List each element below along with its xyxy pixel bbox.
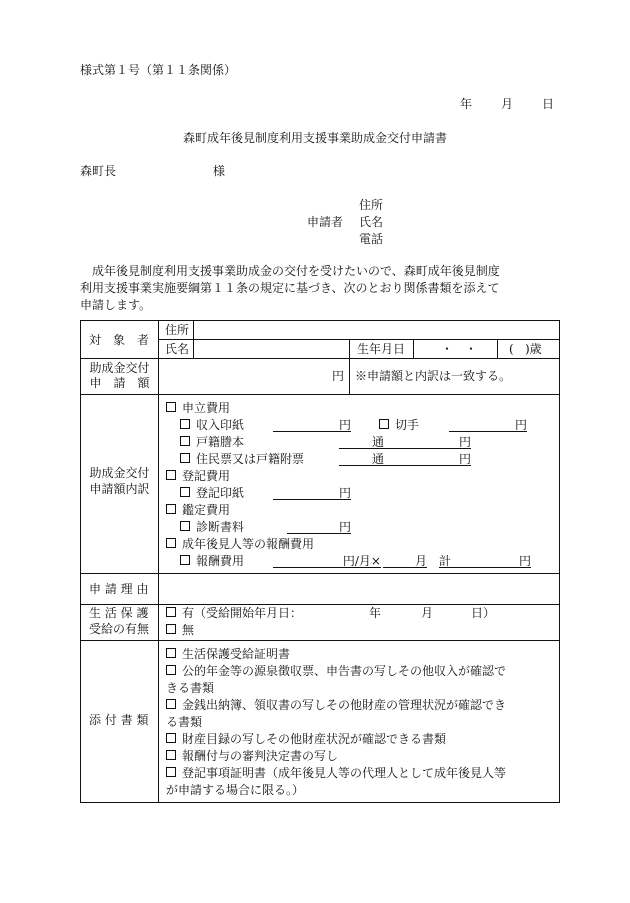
breakdown-petition: 申立費用 (166, 401, 230, 415)
remuneration-checkbox[interactable] (166, 538, 176, 548)
fee-checkbox[interactable] (180, 555, 190, 565)
body-line: 成年後見制度利用支援事業助成金の交付を受けたいので、森町成年後見制度 (80, 264, 500, 278)
date-day: 日 (542, 97, 555, 111)
document-title: 森町成年後見制度利用支援事業助成金交付申請書 (182, 131, 447, 145)
applicant-address-label: 住所 (359, 198, 384, 212)
breakdown-koseki: 戸籍謄本 (180, 435, 244, 449)
attachment-item: 金銭出納簿、領収書の写しその他財産の管理状況が確認でき (166, 698, 506, 712)
postage-checkbox[interactable] (379, 419, 389, 429)
welfare-no-checkbox[interactable] (166, 624, 176, 634)
attachment-checkbox[interactable] (166, 767, 176, 777)
body-text (80, 263, 560, 314)
registration-checkbox[interactable] (166, 470, 176, 480)
attachment-checkbox[interactable] (166, 648, 176, 658)
addressee-name: 森町長 (80, 164, 117, 178)
body-line: 申請します。 (80, 298, 152, 312)
welfare-month: 月 (421, 606, 434, 620)
koseki-copies: 通 (339, 435, 417, 449)
attachments-label: 添 付 書 類 (89, 713, 149, 727)
breakdown-label-line2: 申請額内訳 (89, 482, 150, 496)
attachment-item-continuation: きる書類 (166, 681, 215, 695)
welfare-no: 無 (166, 623, 194, 637)
juminhyo-amount: 円 (417, 452, 471, 466)
amount-label-line1: 助成金交付 (89, 361, 150, 375)
diagnosis-checkbox[interactable] (180, 521, 190, 531)
koseki-amount: 円 (417, 435, 471, 449)
breakdown-appraisal: 鑑定費用 (166, 503, 230, 517)
amount-unit: 円 (332, 369, 345, 383)
form-number: 様式第１号（第１１条関係） (80, 63, 237, 77)
reason-label: 申 請 理 由 (89, 582, 149, 596)
breakdown-remuneration: 成年後見人等の報酬費用 (166, 537, 314, 551)
stamp-checkbox[interactable] (180, 419, 190, 429)
welfare-year: 年 (369, 606, 382, 620)
attachment-checkbox[interactable] (166, 665, 176, 675)
date-month: 月 (501, 97, 514, 111)
attachment-item: 財産目録の写しその他財産状況が確認できる書類 (166, 732, 446, 746)
addressee (80, 164, 226, 178)
stamp-amount: 円 (273, 418, 351, 432)
fee-total: 計 円 (439, 554, 531, 568)
applicant-label: 申請者 (307, 215, 344, 229)
petition-checkbox[interactable] (166, 402, 176, 412)
subject-age-close: )歳 (525, 342, 542, 356)
subject-age-open: ( (509, 342, 514, 356)
juminhyo-copies: 通 (339, 452, 417, 466)
attachment-checkbox[interactable] (166, 750, 176, 760)
fee-monthly-amount: 円/月× (273, 554, 381, 568)
welfare-label-line1: 生 活 保 護 (89, 606, 149, 620)
date-year: 年 (460, 97, 473, 111)
body-line: 利用支援事業実施要綱第１１条の規定に基づき、次のとおり関係書類を添えて (80, 281, 500, 295)
welfare-yes: 有（受給開始年月日： (166, 606, 302, 620)
fee-months: 月 (383, 554, 427, 568)
attachment-checkbox[interactable] (166, 699, 176, 709)
welfare-day: 日） (471, 606, 496, 620)
subject-label: 対 象 者 (89, 333, 150, 347)
juminhyo-checkbox[interactable] (180, 453, 190, 463)
breakdown-juminhyo: 住民票又は戸籍附票 (180, 452, 304, 466)
subject-birth-label: 生年月日 (357, 342, 406, 356)
addressee-honorific: 様 (213, 164, 226, 178)
reg-stamp-amount: 円 (273, 486, 351, 500)
breakdown-stamp: 収入印紙 (180, 418, 244, 432)
applicant-block (307, 198, 407, 248)
amount-note: ※申請額と内訳は一致する。 (355, 369, 512, 383)
breakdown-diagnosis: 診断書料 (180, 520, 244, 534)
breakdown-label-line1: 助成金交付 (89, 466, 150, 480)
postage-amount: 円 (449, 418, 527, 432)
welfare-yes-checkbox[interactable] (166, 607, 176, 617)
subject-birth-separator: ・ ・ (441, 342, 478, 356)
diagnosis-amount: 円 (287, 520, 351, 534)
reg-stamp-checkbox[interactable] (180, 487, 190, 497)
breakdown-reg-stamp: 登記印紙 (180, 486, 244, 500)
applicant-phone-label: 電話 (359, 232, 384, 246)
attachment-checkbox[interactable] (166, 733, 176, 743)
subject-name-label: 氏名 (165, 342, 190, 356)
attachment-item-continuation: が申請する場合に限る。） (166, 783, 305, 797)
attachment-item: 生活保護受給証明書 (166, 647, 290, 661)
amount-label-line2: 申 請 額 (89, 376, 150, 390)
breakdown-postage: 切手 (379, 418, 419, 432)
applicant-name-label: 氏名 (359, 215, 384, 229)
attachment-item-continuation: る書類 (166, 715, 203, 729)
appraisal-checkbox[interactable] (166, 504, 176, 514)
attachment-item: 登記事項証明書（成年後見人等の代理人として成年後見人等 (166, 766, 506, 780)
application-table (80, 320, 560, 803)
koseki-checkbox[interactable] (180, 436, 190, 446)
welfare-label-line2: 受給の有無 (89, 622, 150, 636)
breakdown-fee: 報酬費用 (180, 554, 244, 568)
breakdown-registration: 登記費用 (166, 469, 230, 483)
attachment-item: 報酬付与の審判決定書の写し (166, 749, 338, 763)
attachment-item: 公的年金等の源泉徴収票、申告書の写しその他収入が確認で (166, 664, 506, 678)
subject-address-label: 住所 (165, 323, 190, 337)
